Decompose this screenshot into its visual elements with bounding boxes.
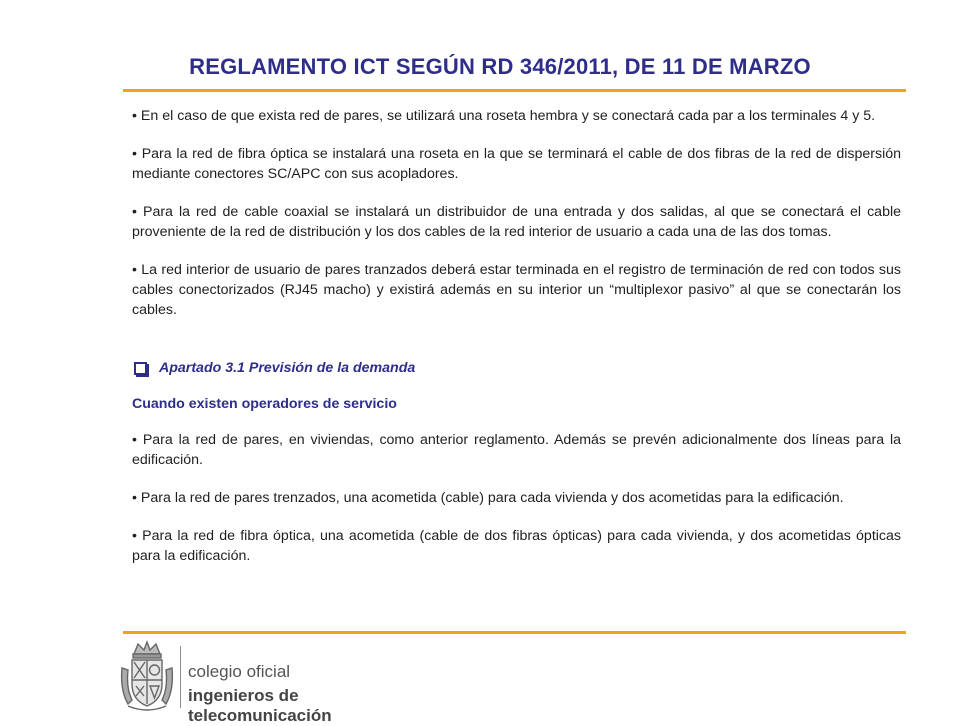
slide-body xyxy=(132,106,901,566)
section-heading xyxy=(132,358,901,378)
logo-divider xyxy=(180,646,181,708)
org-name-line1: colegio oficial xyxy=(188,662,291,681)
bullet-paragraph: • La red interior de usuario de pares tranzados deberá estar terminada en el registro de terminación de red con todos sus cables conectorizados (RJ45 macho) y existirá además en su interior un “multiplexor pasivo” al que se conectarán los cables. xyxy=(132,262,901,318)
title-divider xyxy=(123,89,906,92)
bullet-paragraph: • Para la red de cable coaxial se instalará un distribuidor de una entrada y dos salidas, al que se conectará el cable proveniente de la red de distribución y los dos cables de la red interior de usuario a cada una de las dos tomas. xyxy=(132,204,901,240)
bullet-paragraph: • Para la red de pares, en viviendas, como anterior reglamento. Además se prevén adicionalmente dos líneas para la edificación. xyxy=(132,432,901,468)
section-heading-text: Apartado 3.1 Previsión de la demanda xyxy=(159,360,416,376)
bullet-paragraph: • Para la red de fibra óptica se instalará una roseta en la que se terminará el cable de dos fibras de la red de dispersión mediante conectores SC/APC con sus acopladores. xyxy=(132,146,901,182)
bottom-divider xyxy=(123,631,906,634)
bullet-paragraph: • Para la red de pares trenzados, una acometida (cable) para cada vivienda y dos acometidas para la edificación. xyxy=(132,490,844,506)
bullet-paragraph: • En el caso de que exista red de pares, se utilizará una roseta hembra y se conectará cada par a los terminales 4 y 5. xyxy=(132,108,876,124)
page-title: REGLAMENTO ICT SEGÚN RD 346/2011, DE 11 DE MARZO xyxy=(189,54,811,79)
org-name-line2: ingenieros de telecomunicación xyxy=(188,686,332,725)
footer-logo xyxy=(118,640,418,725)
coat-of-arms-icon xyxy=(118,640,176,714)
bullet-paragraph: • Para la red de fibra óptica, una acometida (cable de dos fibras ópticas) para cada vivienda, y dos acometidas ópticas para la edificación. xyxy=(132,528,901,564)
sub-heading: Cuando existen operadores de servicio xyxy=(132,396,397,412)
checkbox-bullet-icon xyxy=(134,362,147,375)
